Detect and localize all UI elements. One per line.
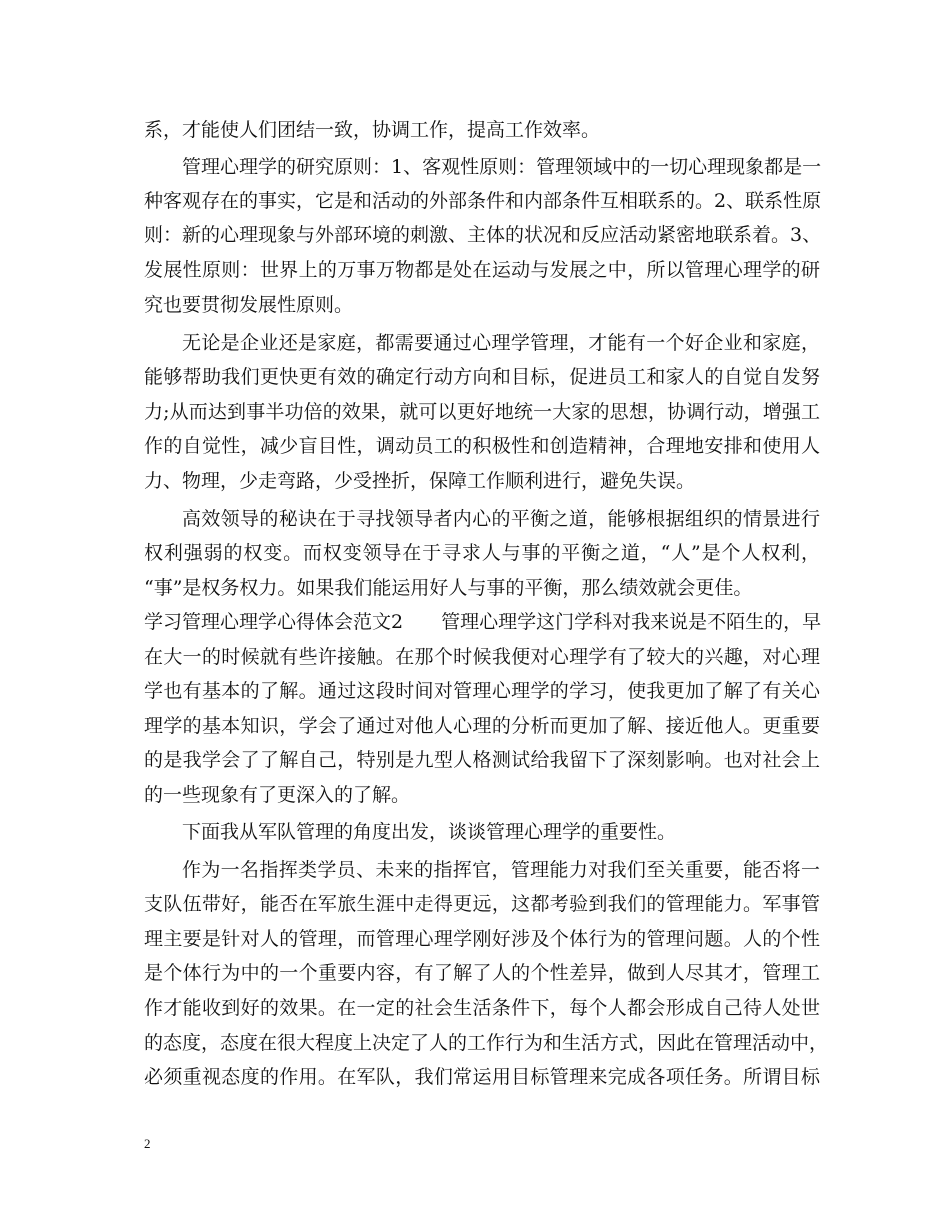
text-line: 力;从而达到事半功倍的效果，就可以更好地统一大家的思想，协调行动，增强工 (144, 401, 820, 423)
text-line: 究也要贯彻发展性原则。 (144, 294, 354, 316)
text-line: 系，才能使人们团结一致，协调工作，提高工作效率。 (144, 119, 601, 141)
paragraph-start-line: 高效领导的秘诀在于寻找领导者内心的平衡之道，能够根据组织的情景进行 (182, 508, 820, 530)
text-line: 发展性原则：世界上的万事万物都是处在运动与发展之中，所以管理心理学的研 (144, 259, 820, 281)
text-line: 是个体行为中的一个重要内容，有了解了人的个性差异，做到人尽其才，管理工 (144, 962, 820, 984)
paragraph-start-line: 无论是企业还是家庭，都需要通过心理学管理，才能有一个好企业和家庭， (182, 332, 820, 354)
text-line: 的一些现象有了更深入的了解。 (144, 784, 411, 806)
text-line: 的态度，态度在很大程度上决定了人的工作行为和生活方式，因此在管理活动中， (144, 1032, 829, 1054)
text-line: 学也有基本的了解。通过这段时间对管理心理学的学习，使我更加了解了有关心 (144, 680, 820, 702)
text-line: 力、物理，少走弯路，少受挫折，保障工作顺利进行，避免失误。 (144, 470, 696, 492)
text-line: 权利强弱的权变。而权变领导在于寻求人与事的平衡之道，“人”是个人权利， (144, 542, 820, 564)
text-line: 作的自觉性，减少盲目性，调动员工的积极性和创造精神，合理地安排和使用人 (144, 435, 820, 457)
text-line: 必须重视态度的作用。在军队，我们常运用目标管理来完成各项任务。所谓目标 (144, 1066, 820, 1088)
text-line: 能够帮助我们更快更有效的确定行动方向和目标，促进员工和家人的自觉自发努 (144, 366, 820, 388)
text-line: 作才能收到好的效果。在一定的社会生活条件下，每个人都会形成自己待人处世 (144, 997, 820, 1019)
page-number: 2 (144, 1136, 151, 1151)
text-line: 理主要是针对人的管理，而管理心理学刚好涉及个体行为的管理问题。人的个性 (144, 928, 820, 950)
paragraph-start-line: 作为一名指挥类学员、未来的指挥官，管理能力对我们至关重要，能否将一 (182, 859, 820, 881)
text-line: 支队伍带好，能否在军旅生涯中走得更远，这都考验到我们的管理能力。军事管 (144, 893, 820, 915)
text-line: 的是我学会了了解自己，特别是九型人格测试给我留下了深刻影响。也对社会上 (144, 749, 820, 771)
paragraph-start-line: 下面我从军队管理的角度出发，谈谈管理心理学的重要性。 (182, 821, 677, 843)
section-heading-line: 学习管理心理学心得体会范文2 管理心理学这门学科对我来说是不陌生的，早 (144, 611, 822, 633)
text-line: 则：新的心理现象与外部环境的刺激、主体的状况和反应活动紧密地联系着。3、 (144, 224, 822, 246)
paragraph-start-line: 管理心理学的研究原则：1、客观性原则：管理领域中的一切心理现象都是一 (182, 156, 822, 178)
text-line: 理学的基本知识，学会了通过对他人心理的分析而更加了解、接近他人。更重要 (144, 715, 820, 737)
text-line: 在大一的时候就有些许接触。在那个时候我便对心理学有了较大的兴趣，对心理 (144, 646, 820, 668)
text-line: 种客观存在的事实，它是和活动的外部条件和内部条件互相联系的。2、联系性原 (144, 190, 822, 212)
text-line: “事”是权务权力。如果我们能运用好人与事的平衡，那么绩效就会更佳。 (144, 577, 753, 599)
